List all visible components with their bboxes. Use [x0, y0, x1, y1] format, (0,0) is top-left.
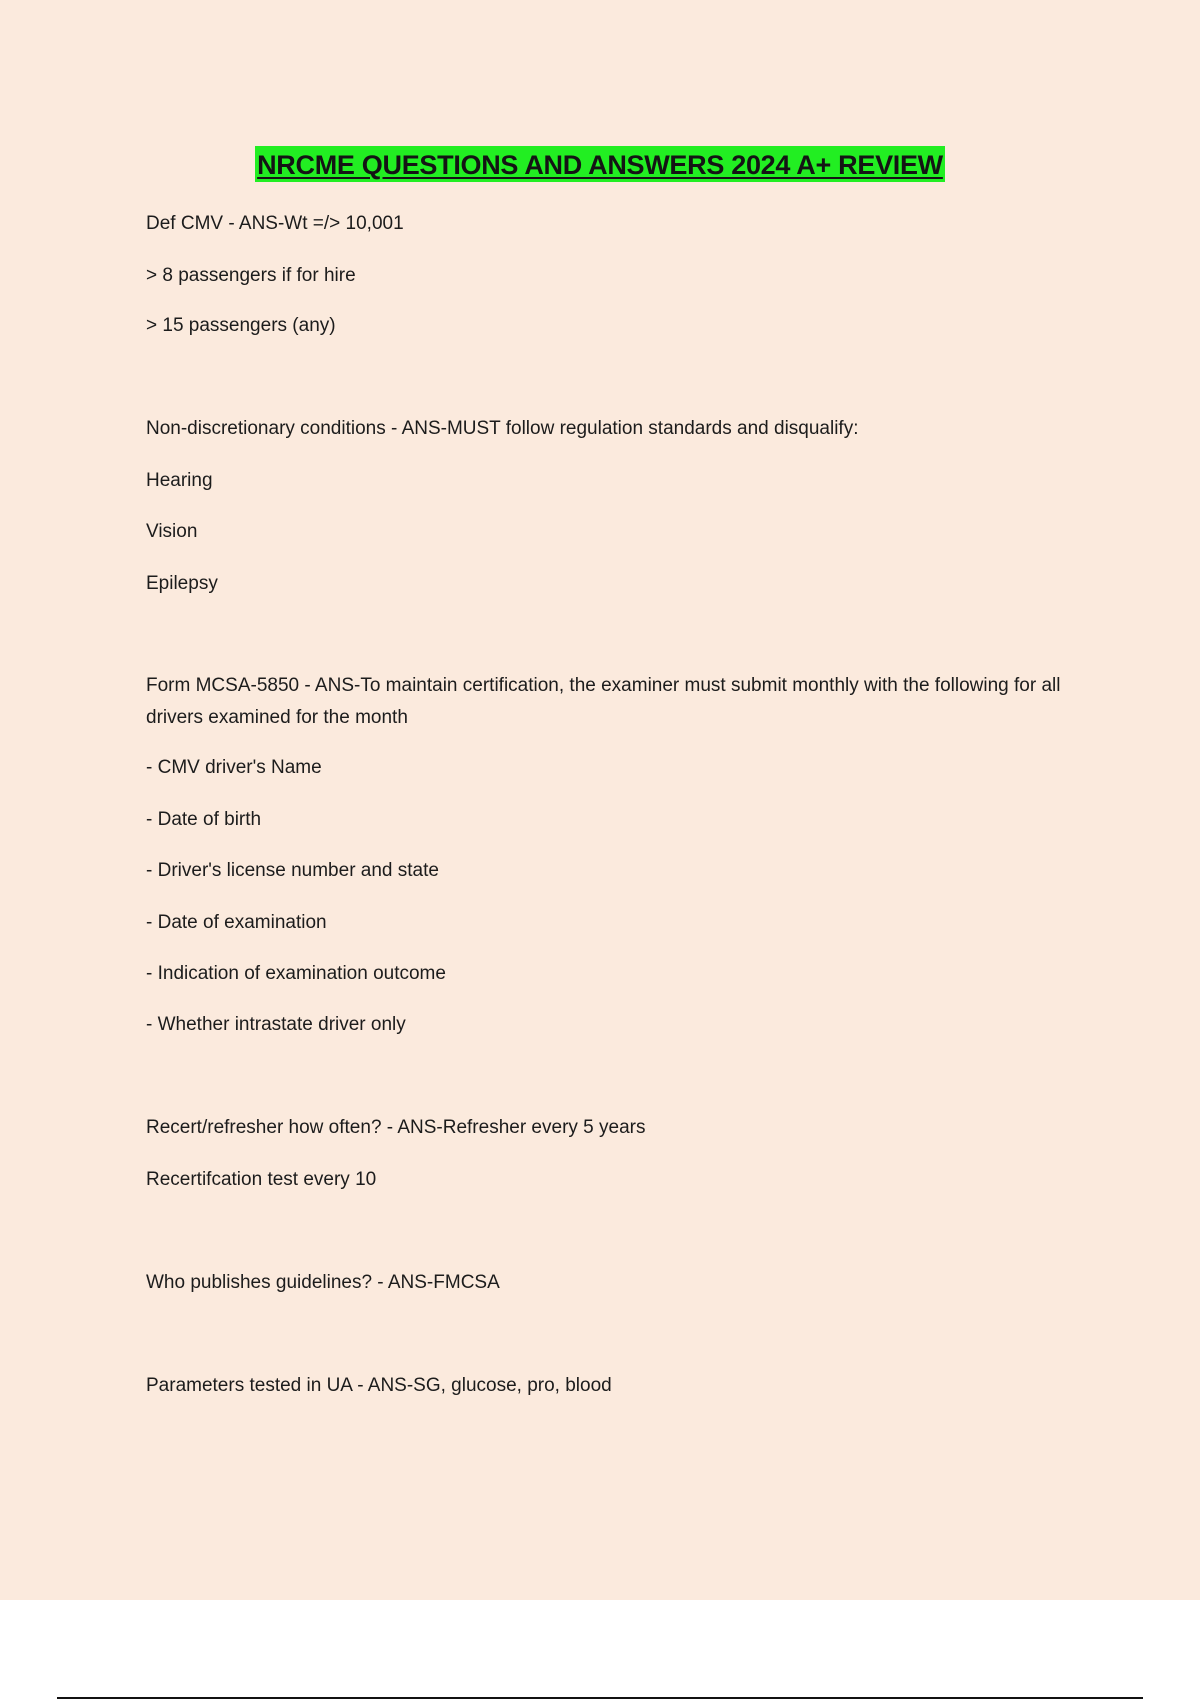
- qa-answer-line: - Indication of examination outcome: [146, 963, 446, 984]
- qa-answer-line: Epilepsy: [146, 573, 218, 594]
- document-title: NRCME QUESTIONS AND ANSWERS 2024 A+ REVIEW: [255, 146, 945, 182]
- qa-answer-line: - Date of examination: [146, 912, 327, 933]
- qa-question-form-mcsa: Form MCSA-5850 - ANS-To maintain certification, the examiner must submit monthly with the following for all drivers examined for the month: [146, 675, 1061, 728]
- qa-answer-line: > 15 passengers (any): [146, 315, 336, 336]
- qa-answer-line: - CMV driver's Name: [146, 757, 322, 778]
- qa-answer-line: Hearing: [146, 470, 213, 491]
- qa-question-recert: Recert/refresher how often? - ANS-Refresher every 5 years: [146, 1117, 646, 1138]
- qa-answer-line: - Date of birth: [146, 809, 262, 830]
- qa-question-def-cmv: Def CMV - ANS-Wt =/> 10,001: [146, 213, 404, 234]
- footer-divider: [57, 1697, 1143, 1699]
- title-container: [0, 146, 1200, 182]
- qa-question-guidelines: Who publishes guidelines? - ANS-FMCSA: [146, 1272, 500, 1293]
- qa-answer-line: Recertifcation test every 10: [146, 1169, 377, 1190]
- qa-answer-line: - Driver's license number and state: [146, 860, 439, 881]
- qa-question-ua-parameters: Parameters tested in UA - ANS-SG, glucose, pro, blood: [146, 1375, 612, 1396]
- qa-answer-line: Vision: [146, 521, 198, 542]
- qa-question-non-discretionary: Non-discretionary conditions - ANS-MUST follow regulation standards and disqualify:: [146, 418, 859, 439]
- qa-answer-line: > 8 passengers if for hire: [146, 265, 356, 286]
- qa-answer-line: - Whether intrastate driver only: [146, 1014, 406, 1035]
